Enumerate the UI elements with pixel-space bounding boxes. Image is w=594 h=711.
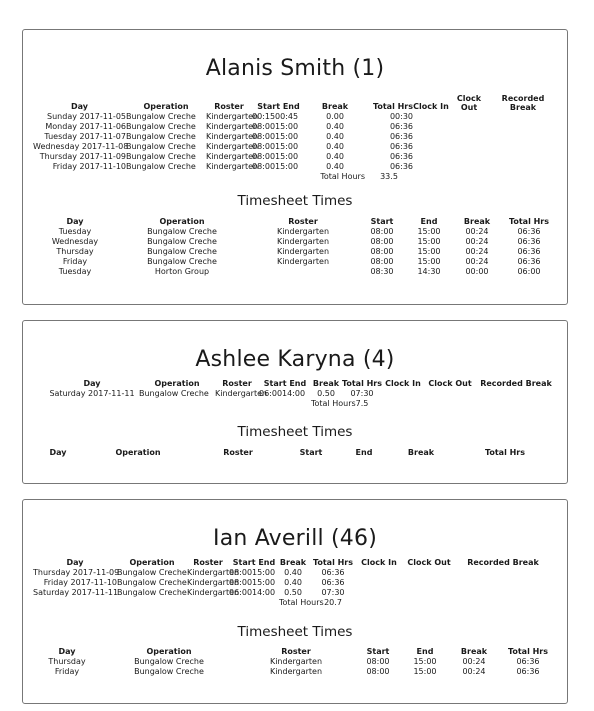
shift-roster: Kindergarten (206, 122, 259, 131)
timesheet-title: Timesheet Times (237, 624, 353, 640)
ts-start: 08:00 (366, 667, 390, 676)
shift-roster: Kindergarten (187, 588, 240, 597)
col-operation: Operation (154, 379, 200, 388)
ts-operation: Bungalow Creche (147, 227, 217, 236)
shift-operation: Bungalow Creche (126, 112, 196, 121)
shift-start-end: 08:0015:00 (252, 142, 299, 151)
shift-total: 06:36 (321, 568, 345, 577)
shift-day: Saturday 2017-11-11 (33, 588, 119, 597)
ts-break: 00:00 (465, 267, 489, 276)
ts-end: 15:00 (417, 247, 441, 256)
shift-total: 06:36 (389, 122, 413, 131)
ts-col-total-hrs: Total Hrs (507, 647, 549, 656)
shift-operation: Bungalow Creche (126, 162, 196, 171)
col-roster: Roster (193, 558, 223, 567)
shift-start-end: 08:0015:00 (252, 132, 299, 141)
ts-day: Wednesday (51, 237, 99, 246)
ts-col-roster: Roster (288, 217, 318, 226)
timesheet-title: Timesheet Times (237, 424, 353, 440)
timesheet-row (33, 657, 557, 667)
shift-operation: Bungalow Creche (126, 132, 196, 141)
col-day: Day (70, 102, 88, 111)
timesheet-table (33, 448, 557, 458)
ts-total: 06:36 (516, 667, 540, 676)
col-clock-out: Clock Out (407, 558, 451, 567)
ts-col-roster: Roster (281, 647, 311, 656)
timesheet-header-row (33, 217, 557, 227)
shift-break: 0.40 (326, 122, 344, 131)
shifts-header-row (33, 558, 547, 568)
ts-day: Tuesday (58, 267, 92, 276)
shift-row (33, 568, 547, 578)
timesheet-row (33, 227, 557, 237)
shifts-header-row (45, 379, 555, 389)
ts-roster: Kindergarten (276, 227, 330, 236)
shift-start-end: 08:0015:00 (252, 122, 299, 131)
ts-break: 00:24 (465, 247, 489, 256)
col-operation: Operation (143, 102, 189, 111)
ts-operation: Bungalow Creche (147, 247, 217, 256)
shifts-header-row (33, 94, 557, 112)
shift-row (45, 389, 555, 399)
col-break: Break (312, 379, 340, 388)
ts-start: 08:00 (370, 237, 394, 246)
total-hours-label: Total Hours (279, 598, 324, 607)
ts-operation: Bungalow Creche (147, 257, 217, 266)
ts-end: 15:00 (417, 237, 441, 246)
shift-start-end: 00:1500:45 (252, 112, 299, 121)
ts-col-operation: Operation (159, 217, 205, 226)
ts-start: 08:00 (366, 657, 390, 666)
col-day: Day (83, 379, 101, 388)
shift-total: 06:36 (389, 162, 413, 171)
col-total-hrs: Total Hrs (341, 379, 383, 388)
total-hours-value: 20.7 (324, 598, 342, 607)
ts-end: 15:00 (417, 227, 441, 236)
col-clock-in: Clock In (385, 379, 421, 388)
col-total-hrs: Total Hrs (312, 558, 354, 567)
col-operation: Operation (129, 558, 175, 567)
shift-roster: Kindergarten (215, 389, 268, 398)
total-hours-value: 7.5 (355, 399, 369, 408)
shifts-table (33, 558, 547, 608)
shift-roster: Kindergarten (187, 568, 240, 577)
shift-operation: Bungalow Creche (117, 588, 187, 597)
shift-day: Tuesday 2017-11-07 (44, 132, 126, 141)
ts-operation: Bungalow Creche (134, 667, 204, 676)
ts-roster: Kindergarten (269, 657, 323, 666)
shift-day: Friday 2017-11-10 (43, 578, 117, 587)
shift-operation: Bungalow Creche (139, 389, 209, 398)
col-roster: Roster (214, 102, 244, 111)
shift-row (33, 578, 547, 588)
employee-name: Ashlee Karyna (4) (195, 347, 395, 372)
shifts-table (45, 379, 555, 409)
ts-start: 08:30 (370, 267, 394, 276)
ts-col-break: Break (463, 217, 491, 226)
ts-col-break: Break (460, 647, 488, 656)
timesheet-header-row (33, 647, 557, 657)
ts-operation: Horton Group (154, 267, 210, 276)
timesheet-row (33, 267, 557, 277)
shift-roster: Kindergarten (206, 152, 259, 161)
shift-break: 0.40 (284, 578, 302, 587)
ts-col-total-hrs: Total Hrs (484, 448, 526, 457)
timesheet-row (33, 257, 557, 267)
shift-start-end: 06:0014:00 (229, 588, 276, 597)
ts-break: 00:24 (465, 257, 489, 266)
shift-roster: Kindergarten (206, 132, 259, 141)
employee-name: Ian Averill (46) (213, 526, 377, 551)
shift-break: 0.00 (326, 112, 344, 121)
ts-operation: Bungalow Creche (147, 237, 217, 246)
shift-roster: Kindergarten (187, 578, 240, 587)
shift-start-end: 06:0014:00 (259, 389, 306, 398)
col-recorded-break: Recorded Break (467, 558, 539, 567)
shift-row (33, 122, 557, 132)
ts-col-day: Day (66, 217, 84, 226)
shift-roster: Kindergarten (206, 162, 259, 171)
total-hours-row (33, 172, 557, 182)
ts-roster (247, 267, 359, 277)
shift-row (33, 162, 557, 172)
timesheet-title: Timesheet Times (237, 193, 353, 209)
col-recorded-break: Recorded Break (501, 94, 545, 112)
ts-day: Friday (54, 667, 80, 676)
employee-card (22, 29, 568, 305)
ts-end: 15:00 (413, 657, 437, 666)
shift-break: 0.40 (326, 162, 344, 171)
ts-total: 06:36 (517, 247, 541, 256)
ts-start: 08:00 (370, 247, 394, 256)
shift-total: 06:36 (389, 142, 413, 151)
ts-end: 15:00 (413, 667, 437, 676)
shift-operation: Bungalow Creche (126, 122, 196, 131)
shift-row (33, 142, 557, 152)
shift-start-end: 08:0015:00 (252, 152, 299, 161)
timesheet-row (33, 667, 557, 677)
ts-total: 06:00 (517, 267, 541, 276)
shifts-table (33, 94, 557, 182)
ts-total: 06:36 (517, 227, 541, 236)
shift-total: 07:30 (321, 588, 345, 597)
shift-day: Thursday 2017-11-09 (39, 152, 126, 161)
col-total-hrs: Total Hrs (372, 102, 413, 111)
shift-operation: Bungalow Creche (117, 568, 187, 577)
ts-total: 06:36 (517, 257, 541, 266)
col-clock-out: Clock Out (456, 94, 482, 112)
ts-day: Tuesday (58, 227, 92, 236)
employee-card (22, 320, 568, 484)
ts-end: 14:30 (417, 267, 441, 276)
employee-card (22, 499, 568, 704)
ts-col-start: Start (299, 448, 323, 457)
ts-col-start: Start (366, 647, 390, 656)
ts-day: Friday (62, 257, 88, 266)
col-break: Break (321, 102, 349, 111)
timesheet-table (33, 217, 557, 277)
ts-roster: Kindergarten (269, 667, 323, 676)
shift-start-end: 08:0015:00 (229, 568, 276, 577)
employee-name: Alanis Smith (1) (205, 56, 385, 81)
timesheet-row (33, 247, 557, 257)
shift-break: 0.40 (326, 152, 344, 161)
ts-break: 00:24 (462, 657, 486, 666)
total-hours-label: Total Hours (320, 172, 365, 181)
shift-total: 07:30 (350, 389, 374, 398)
ts-roster: Kindergarten (276, 247, 330, 256)
shift-day: Wednesday 2017-11-08 (33, 142, 129, 151)
shift-day: Thursday 2017-11-09 (33, 568, 120, 577)
col-clock-in: Clock In (413, 102, 449, 111)
shift-total: 06:36 (389, 132, 413, 141)
timesheet-header-row (33, 448, 557, 458)
ts-roster: Kindergarten (276, 237, 330, 246)
shift-row (33, 588, 547, 598)
ts-col-end: End (420, 217, 438, 226)
col-recorded-break: Recorded Break (480, 379, 552, 388)
ts-col-total-hrs: Total Hrs (508, 217, 550, 226)
shift-roster: Kindergarten (206, 112, 259, 121)
timesheet-table (33, 647, 557, 677)
ts-break: 00:24 (462, 667, 486, 676)
shift-operation: Bungalow Creche (117, 578, 187, 587)
col-start-end: Start End (232, 558, 276, 567)
col-day: Day (66, 558, 84, 567)
ts-day: Thursday (48, 657, 86, 666)
total-hours-label: Total Hours (311, 399, 356, 408)
shift-day: Friday 2017-11-10 (52, 162, 126, 171)
ts-total: 06:36 (517, 237, 541, 246)
col-roster: Roster (222, 379, 252, 388)
ts-col-roster: Roster (223, 448, 253, 457)
shift-break: 0.40 (326, 132, 344, 141)
total-hours-row (33, 598, 547, 608)
ts-break: 00:24 (465, 227, 489, 236)
shift-row (33, 152, 557, 162)
ts-col-end: End (355, 448, 373, 457)
ts-operation: Bungalow Creche (134, 657, 204, 666)
shift-total: 06:36 (321, 578, 345, 587)
ts-col-day: Day (49, 448, 67, 457)
ts-col-day: Day (58, 647, 76, 656)
col-clock-in: Clock In (361, 558, 397, 567)
shift-break: 0.40 (326, 142, 344, 151)
ts-total: 06:36 (516, 657, 540, 666)
ts-col-break: Break (407, 448, 435, 457)
shift-row (33, 132, 557, 142)
shift-break: 0.40 (284, 568, 302, 577)
shift-roster: Kindergarten (206, 142, 259, 151)
shift-operation: Bungalow Creche (126, 152, 196, 161)
col-break: Break (279, 558, 307, 567)
shift-day: Monday 2017-11-06 (45, 122, 126, 131)
col-clock-out: Clock Out (428, 379, 472, 388)
shift-break: 0.50 (317, 389, 335, 398)
shift-operation: Bungalow Creche (126, 142, 196, 151)
ts-start: 08:00 (370, 227, 394, 236)
shift-total: 00:30 (389, 112, 413, 121)
ts-day: Thursday (56, 247, 94, 256)
shift-total: 06:36 (389, 152, 413, 161)
shift-day: Saturday 2017-11-11 (49, 389, 135, 398)
shift-day: Sunday 2017-11-05 (47, 112, 126, 121)
total-hours-row (45, 399, 555, 409)
ts-col-end: End (416, 647, 434, 656)
ts-roster: Kindergarten (276, 257, 330, 266)
shift-start-end: 08:0015:00 (229, 578, 276, 587)
timesheet-row (33, 237, 557, 247)
ts-col-start: Start (370, 217, 394, 226)
ts-col-operation: Operation (146, 647, 192, 656)
ts-start: 08:00 (370, 257, 394, 266)
shift-row (33, 112, 557, 122)
ts-break: 00:24 (465, 237, 489, 246)
col-start-end: Start End (263, 379, 307, 388)
ts-end: 15:00 (417, 257, 441, 266)
total-hours-value: 33.5 (380, 172, 398, 181)
col-start-end: Start End (257, 102, 300, 111)
ts-col-operation: Operation (115, 448, 161, 457)
shift-break: 0.50 (284, 588, 302, 597)
shift-start-end: 08:0015:00 (252, 162, 299, 171)
